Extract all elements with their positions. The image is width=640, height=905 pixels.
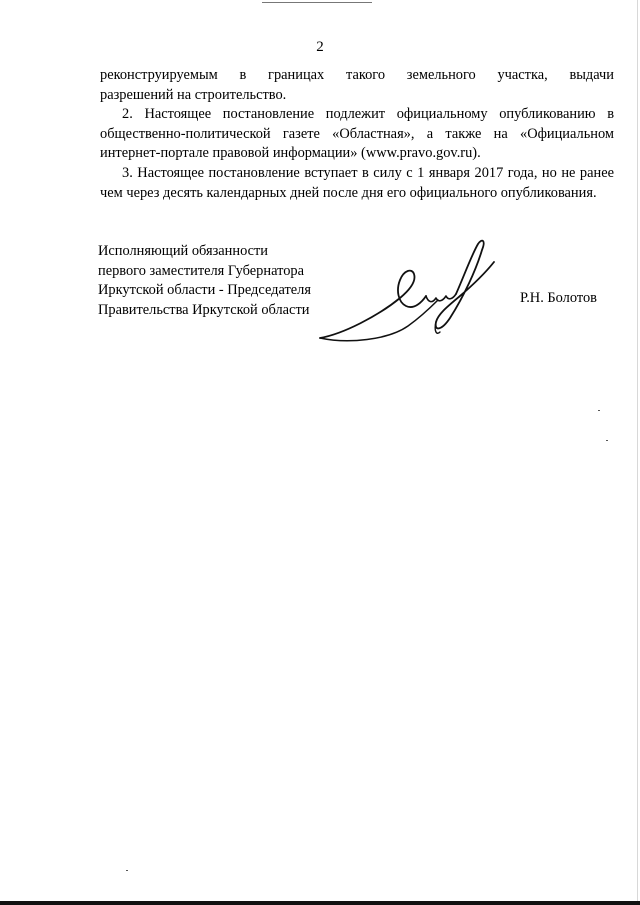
signatory-name: Р.Н. Болотов: [520, 290, 597, 306]
paragraph-1-line-1: реконструируемым в границах такого земельного участка, выдачи: [100, 67, 614, 83]
signatory-title-line: Иркутской области - Председателя: [98, 282, 311, 299]
signatory-title-line: первого заместителя Губернатора: [98, 262, 304, 279]
scan-top-mark: [262, 2, 372, 3]
scan-edge-line: [637, 0, 638, 905]
signatory-title-line: Исполняющий обязанности: [98, 243, 269, 259]
paragraph-2: 2. Настоящее постановление подлежит официальному опубликованию в общественно-политической газете «Областная», а также на «Официальном интернет-портале правовой информации» (www.pravo.gov.ru).: [100, 106, 614, 162]
paragraph-3: 3. Настоящее постановление вступает в силу с 1 января 2017 года, но не ранее чем через десять календарных дней после дня его официального опубликования.: [100, 164, 614, 201]
scan-speck: [126, 870, 128, 871]
paragraph-1-line-2: разрешений на строительство.: [100, 86, 287, 103]
handwritten-signature: [318, 236, 508, 356]
scan-bottom-edge: [0, 901, 640, 905]
signatory-title: [98, 242, 348, 320]
scan-speck: [598, 410, 600, 411]
scan-speck: [606, 440, 608, 441]
signatory-title-line: Правительства Иркутской области: [98, 301, 310, 318]
document-body: [100, 66, 614, 203]
page-number: 2: [316, 39, 324, 55]
